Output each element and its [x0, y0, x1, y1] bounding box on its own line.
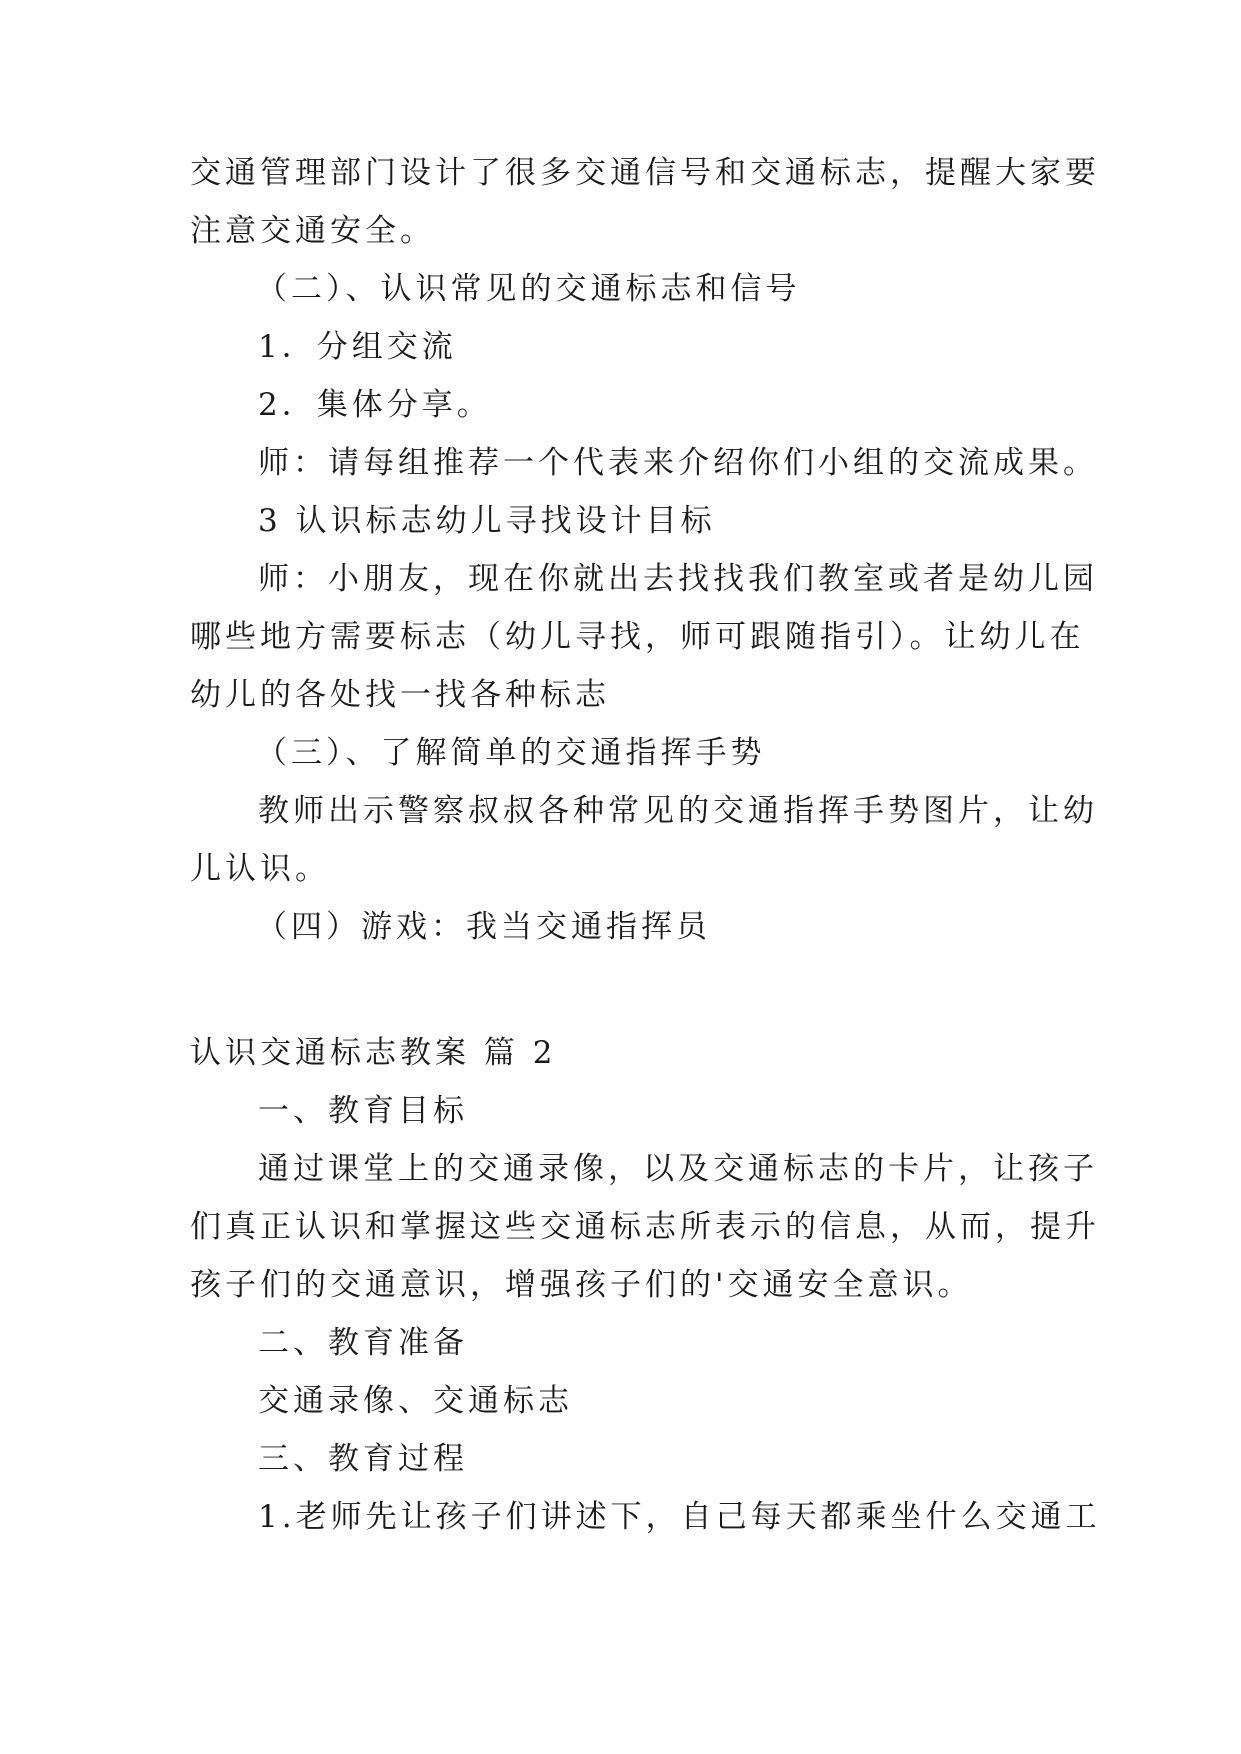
paragraph-line: 注意交通安全。 — [190, 213, 435, 249]
paragraph-line: 1.老师先让孩子们讲述下，自己每天都乘坐什么交通工 — [258, 1499, 1101, 1535]
paragraph-line: 师：请每组推荐一个代表来介绍你们小组的交流成果。 — [258, 445, 1098, 481]
paragraph-line: 哪些地方需要标志（幼儿寻找，师可跟随指引）。让幼儿在 — [190, 619, 1085, 655]
paragraph-line: 幼儿的各处找一找各种标志 — [190, 677, 610, 713]
list-item: 2．集体分享。 — [258, 387, 492, 423]
section-heading: 二、教育准备 — [258, 1325, 468, 1361]
paragraph-line: 交通录像、交通标志 — [258, 1383, 573, 1419]
section-heading: （二）、认识常见的交通标志和信号 — [256, 271, 801, 307]
section-heading: 三、教育过程 — [258, 1441, 468, 1477]
section-heading: （四）游戏：我当交通指挥员 — [256, 909, 711, 945]
list-item: 3 认识标志幼儿寻找设计目标 — [258, 503, 716, 539]
paragraph-line: 通过课堂上的交通录像，以及交通标志的卡片，让孩子 — [258, 1151, 1098, 1187]
list-item: 1．分组交流 — [258, 329, 457, 365]
section-title: 认识交通标志教案 篇 2 — [190, 1035, 557, 1071]
paragraph-line: 师：小朋友，现在你就出去找找我们教室或者是幼儿园 — [258, 561, 1098, 597]
paragraph-line: 儿认识。 — [190, 851, 330, 887]
paragraph-line: 们真正认识和掌握这些交通标志所表示的信息，从而，提升 — [190, 1209, 1100, 1245]
section-heading: （三）、了解简单的交通指挥手势 — [256, 735, 766, 771]
paragraph-line: 教师出示警察叔叔各种常见的交通指挥手势图片，让幼 — [258, 793, 1098, 829]
paragraph-line: 交通管理部门设计了很多交通信号和交通标志，提醒大家要 — [190, 155, 1100, 191]
section-heading: 一、教育目标 — [258, 1093, 468, 1129]
paragraph-line: 孩子们的交通意识，增强孩子们的'交通安全意识。 — [190, 1267, 973, 1303]
